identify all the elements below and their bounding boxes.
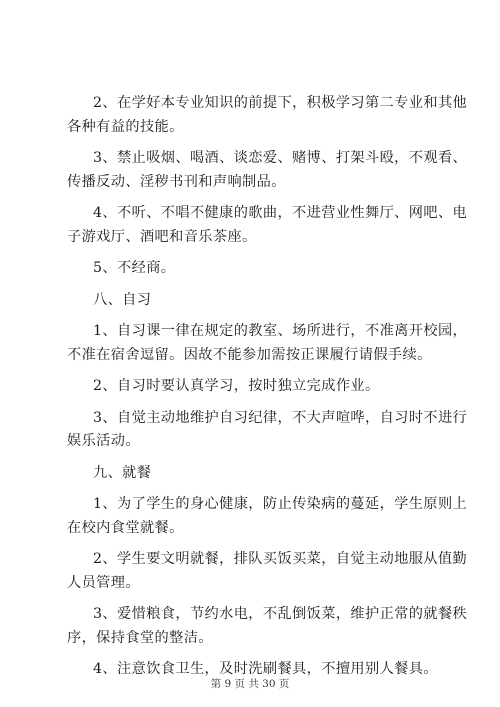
section-heading-text: 九、就餐 <box>93 464 152 481</box>
document-body <box>67 92 468 690</box>
paragraph-line: 2、在学好本专业知识的前提下，积极学习第二专业和其他 <box>93 95 468 111</box>
paragraph-self-study-homework <box>67 375 439 399</box>
paragraph-line: 1、为了学生的身心健康，防止传染病的蔓延，学生原则上 <box>93 496 468 512</box>
paragraph-line: 2、学生要文明就餐，排队买饭买菜，自觉主动地服从值勤 <box>93 551 468 567</box>
paragraph-line: 3、爱惜粮食，节约水电，不乱倒饭菜，维护正常的就餐秩 <box>93 606 468 622</box>
paragraph-line: 4、注意饮食卫生，及时洗刷餐具，不擅用别人餐具。 <box>93 661 438 677</box>
paragraph-line: 序，保持食堂的整洁。 <box>67 629 213 646</box>
paragraph-line: 3、禁止吸烟、喝酒、谈恋爱、赌博、打架斗殴，不观看、 <box>93 150 468 166</box>
paragraph-line: 各种有益的技能。 <box>67 118 184 135</box>
paragraph-line: 不准在宿舍逗留。因故不能参加需按正课履行请假手续。 <box>67 346 432 363</box>
paragraph-dining-civility <box>67 548 468 595</box>
paragraph-self-study-discipline <box>67 407 468 454</box>
paragraph-dining-health <box>67 493 468 540</box>
paragraph-line: 1、自习课一律在规定的教室、场所进行，不准离开校园， <box>93 323 468 339</box>
paragraph-line: 2、自习时要认真学习，按时独立完成作业。 <box>93 378 380 394</box>
paragraph-line: 5、不经商。 <box>93 260 176 276</box>
paragraph-dining-thrift <box>67 603 468 650</box>
paragraph-prohibitions <box>67 147 468 194</box>
paragraph-line: 传播反动、淫秽书刊和声响制品。 <box>67 173 286 190</box>
paragraph-self-study-location <box>67 320 468 367</box>
paragraph-no-business <box>67 257 439 281</box>
paragraph-line: 人员管理。 <box>67 574 140 591</box>
paragraph-line: 4、不听、不唱不健康的歌曲，不进营业性舞厅、网吧、电 <box>93 205 468 221</box>
page-number-footer: 第 9 页 共 30 页 <box>210 678 290 690</box>
paragraph-line: 娱乐活动。 <box>67 433 140 449</box>
section-heading-dining <box>67 462 439 486</box>
section-heading-self-study <box>67 289 439 313</box>
section-heading-text: 八、自习 <box>93 291 152 308</box>
paragraph-second-major <box>67 92 468 139</box>
paragraph-line: 在校内食堂就餐。 <box>67 519 184 536</box>
paragraph-line: 子游戏厅、酒吧和音乐茶座。 <box>67 228 257 245</box>
paragraph-line: 3、自觉主动地维护自习纪律，不大声喧哗，自习时不进行 <box>93 409 468 426</box>
paragraph-entertainment <box>67 202 468 249</box>
